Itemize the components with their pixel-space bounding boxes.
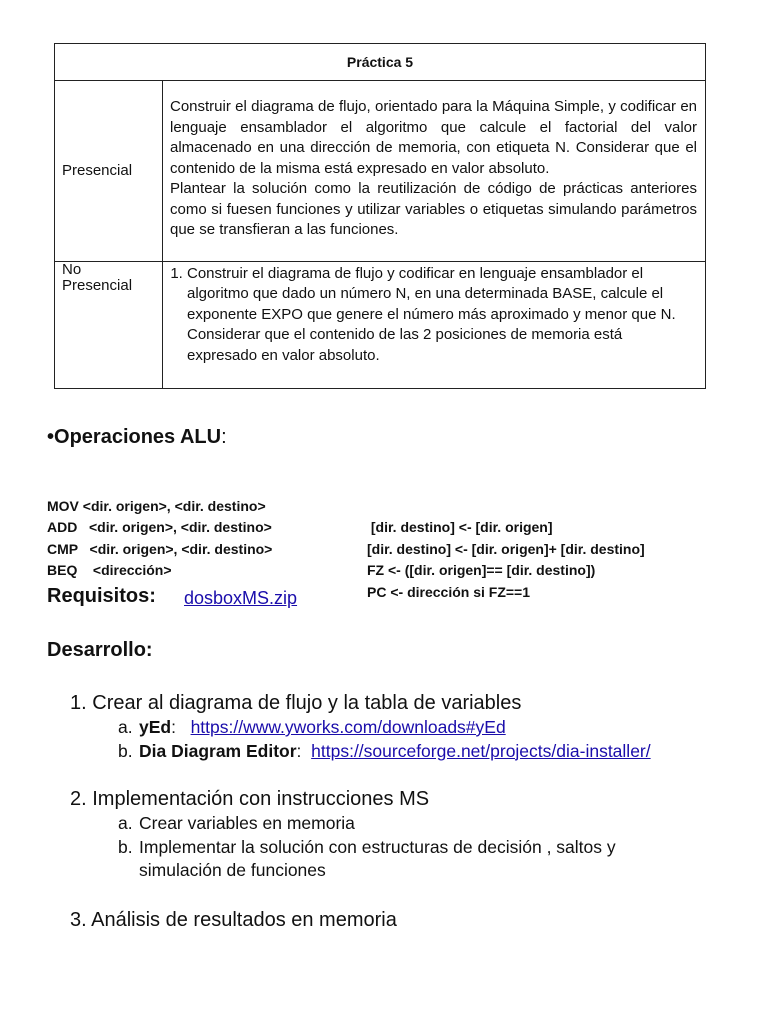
presencial-paragraph-2: Plantear la solución como la reutilización de código de prácticas anteriores como si fuesen funciones y utilizar variables o etiquetas simulando parámetros que se transfieran a las funciones. <box>170 180 697 238</box>
step-title: 1. Crear al diagrama de flujo y la tabla de variables <box>70 692 522 714</box>
op-description: PC <- dirección si FZ==1 <box>367 583 531 600</box>
op-instruction: CMP <dir. origen>, <dir. destino> <box>47 540 273 557</box>
step-1-sub-a: a. yEd: https://www.yworks.com/downloads#yEd <box>118 717 506 737</box>
op-instruction: BEQ <dirección> <box>47 562 172 578</box>
op-description: [dir. destino] <- [dir. origen] <box>367 519 553 535</box>
practice-title: Práctica 5 <box>55 44 706 81</box>
no-presencial-item: 1. Construir el diagrama de flujo y codificar en lenguaje ensamblador el algoritmo que dado un número N, en una determinada BASE, calcule el exponente EXPO que genere el número más aproximado y menor que N. Considerar que el contenido de las 2 posiciones de memoria está expresado en valor absoluto. <box>187 264 687 367</box>
op-description: FZ <- ([dir. origen]== [dir. destino]) <box>367 562 596 578</box>
step-3 <box>70 907 678 933</box>
alu-heading: •Operaciones ALU: <box>47 426 227 448</box>
yed-link[interactable]: https://www.yworks.com/downloads#yEd <box>190 717 506 737</box>
alu-title: Operaciones ALU <box>54 426 222 448</box>
presencial-paragraph-1: Construir el diagrama de flujo, orientado para la Máquina Simple, y codificar en lenguaje ensamblador el algoritmo que calcule el factorial del valor almacenado en una dirección de memoria, con etiqueta N. Considerar que el contenido de la misma está expresado en valor absoluto. <box>170 98 697 177</box>
step-1 <box>70 690 678 763</box>
step-2 <box>70 786 678 883</box>
bullet: • <box>47 426 55 448</box>
op-instruction: MOV <dir. origen>, <dir. destino> <box>47 497 266 514</box>
yed-label: yEd <box>139 717 172 737</box>
no-presencial-label-line2: Presencial <box>62 276 133 294</box>
practice-table <box>54 43 706 389</box>
dia-link[interactable]: https://sourceforge.net/projects/dia-installer/ <box>311 740 651 761</box>
step-title: 2. Implementación con instrucciones MS <box>70 788 430 810</box>
dia-label: Dia Diagram Editor <box>139 740 297 761</box>
step-1-sub-b: b. Dia Diagram Editor: https://sourceforge.net/projects/dia-installer/ <box>118 740 651 761</box>
op-instruction: ADD <dir. origen>, <dir. destino> <box>47 519 272 535</box>
step-2-sub-b: b. Implementar la solución con estructuras de decisión , saltos y simulación de funciones <box>118 836 616 880</box>
step-2-sub-a: a. Crear variables en memoria <box>118 813 355 833</box>
step-title: 3. Análisis de resultados en memoria <box>70 908 397 931</box>
requisitos-label: Requisitos: <box>47 585 156 607</box>
op-description: [dir. destino] <- [dir. origen]+ [dir. destino] <box>367 540 645 557</box>
no-presencial-label <box>55 261 163 389</box>
no-presencial-label-line1: No <box>62 260 82 278</box>
presencial-label: Presencial <box>55 81 163 262</box>
dosbox-download-link[interactable]: dosboxMS.zip <box>184 588 298 608</box>
desarrollo-label: Desarrollo: <box>47 639 153 661</box>
presencial-content <box>163 81 706 262</box>
desarrollo-steps <box>70 690 678 933</box>
no-presencial-content <box>163 261 706 389</box>
